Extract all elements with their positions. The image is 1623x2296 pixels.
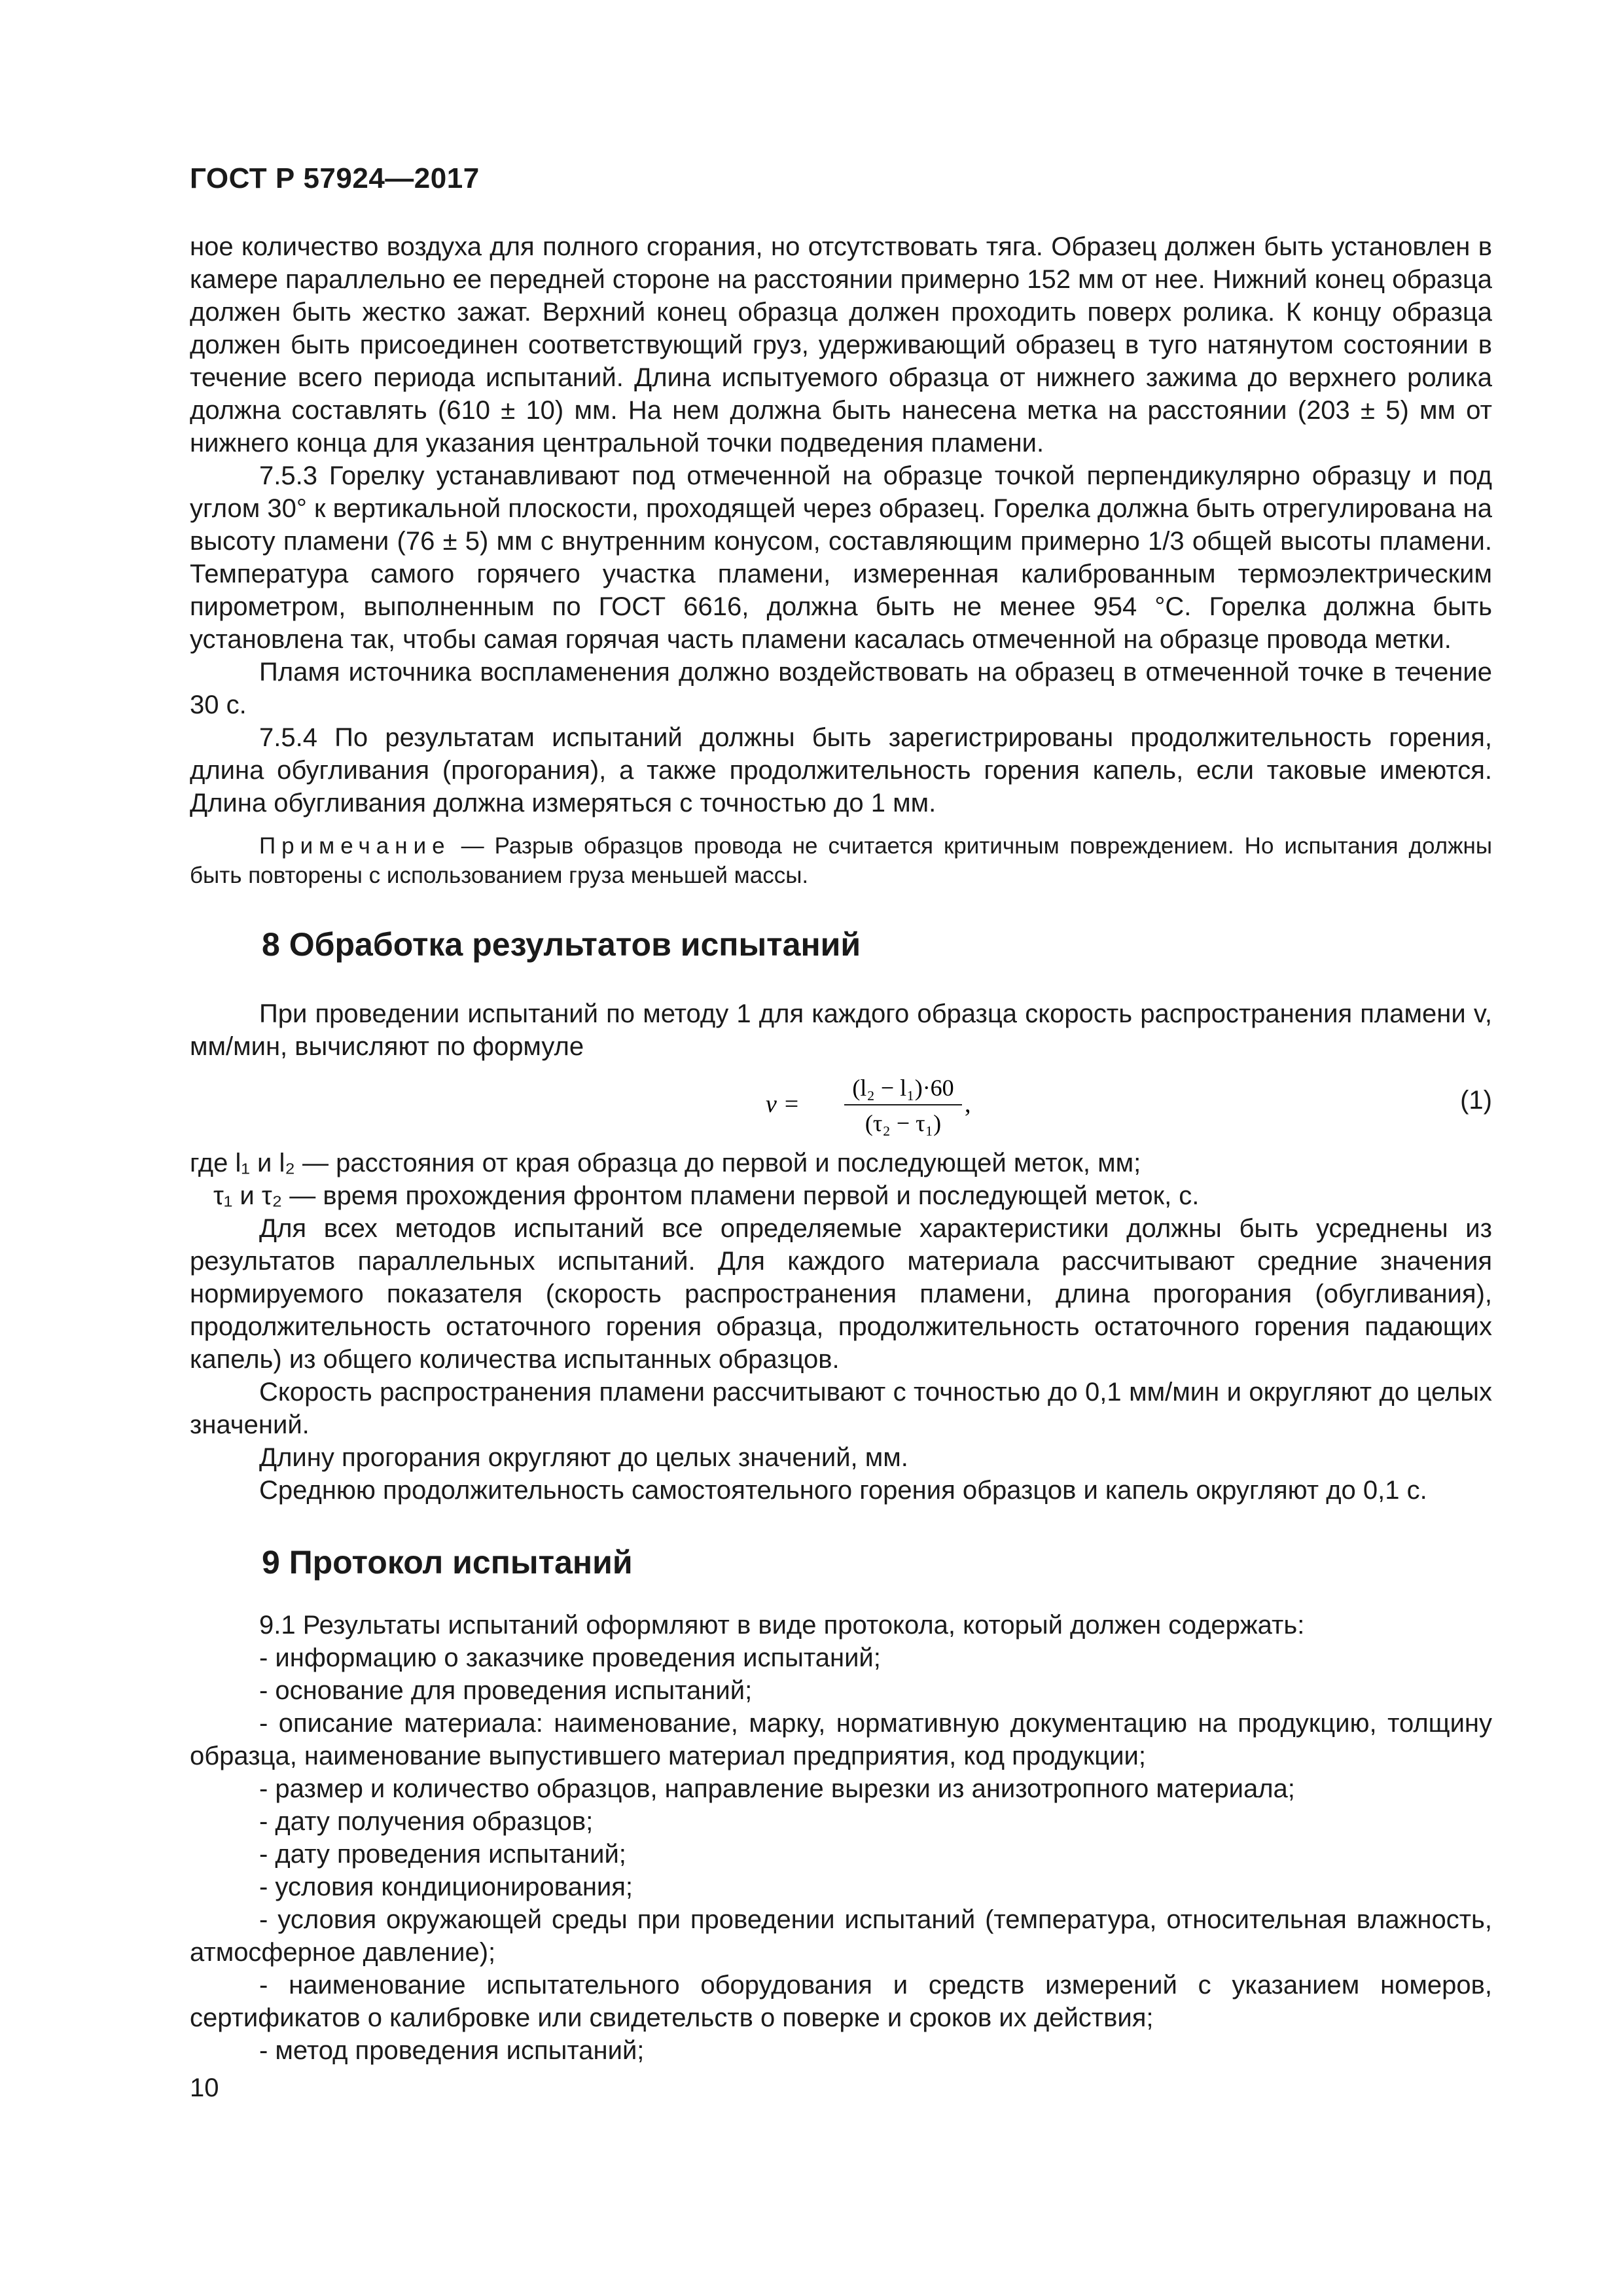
list-item: - размер и количество образцов, направление вырезки из анизотропного материала; bbox=[259, 1774, 1295, 1803]
list-item: - информацию о заказчике проведения испытаний; bbox=[259, 1643, 881, 1672]
list-item: - условия кондиционирования; bbox=[259, 1873, 633, 1901]
paragraph-7-5-4: 7.5.4 По результатам испытаний должны быть зарегистрированы продолжительность горения, длина обугливания (прогорания), а также продолжительность горения капель, если таковые имеются. Длина обугливания должна измеряться с точностью до 1 мм. bbox=[190, 723, 1492, 817]
list-item: - условия окружающей среды при проведении испытаний (температура, относительная влажность, атмосферное давление); bbox=[190, 1905, 1492, 1967]
section-9-title: 9 Протокол испытаний bbox=[262, 1544, 633, 1581]
paragraph-7-5-3: 7.5.3 Горелку устанавливают под отмеченной на образце точкой перпендикулярно образцу и под углом 30° к вертикальной плоскости, проходящей через образец. Горелка должна быть отрегулирована на высоту пламени (76 ± 5) мм с внутренним конусом, составляющим примерно 1/3 общей высоты пламени. Температура самого горячего участка пламени, измеренная калиброванным термоэлектрическим пирометром, выполненным по ГОСТ 6616, должна быть не менее 954 °С. Горелка должна быть установлена так, чтобы самая горячая часть пламени касалась отмеченной на образце провода метки. bbox=[190, 461, 1492, 654]
paragraph-flame: Пламя источника воспламенения должно воздействовать на образец в отмеченной точке в течение 30 с. bbox=[190, 658, 1492, 719]
section-8-title: 8 Обработка результатов испытаний bbox=[262, 926, 861, 963]
page-content bbox=[190, 230, 1492, 2067]
formula-denominator: (τ₂ − τ₁) bbox=[865, 1110, 942, 1136]
definition-l: где l₁ и l₂ — расстояния от края образца до первой и последующей меток, мм; bbox=[190, 1149, 1141, 1177]
list-item: - основание для проведения испытаний; bbox=[259, 1676, 753, 1705]
section-8-paragraph-1: При проведении испытаний по методу 1 для каждого образца скорость распространения пламени v, мм/мин, вычисляют по формуле bbox=[190, 999, 1492, 1061]
formula-lhs: v = bbox=[766, 1090, 800, 1118]
page-number: 10 bbox=[190, 2073, 219, 2102]
standard-header: ГОСТ Р 57924—2017 bbox=[190, 162, 480, 194]
formula-1 bbox=[190, 1071, 1492, 1140]
definition-tau: τ₁ и τ₂ — время прохождения фронтом пламени первой и последующей меток, с. bbox=[213, 1181, 1200, 1210]
list-item: - наименование испытательного оборудования и средств измерений с указанием номеров, сертификатов о калибровке или свидетельств о поверке и сроков их действия; bbox=[190, 1971, 1492, 2032]
list-item: - дату получения образцов; bbox=[259, 1807, 594, 1836]
list-item: - метод проведения испытаний; bbox=[259, 2036, 645, 2065]
section-9-paragraph-1: 9.1 Результаты испытаний оформляют в виде протокола, который должен содержать: bbox=[259, 1611, 1305, 1640]
list-item: - описание материала: наименование, марку, нормативную документацию на продукцию, толщину образца, наименование выпустившего материал предприятия, код продукции; bbox=[190, 1709, 1492, 1770]
formula-expression bbox=[766, 1071, 1001, 1140]
formula-numerator: (l₂ − l₁)·60 bbox=[852, 1075, 954, 1101]
section-8-paragraph-4: Длину прогорания округляют до целых значений, мм. bbox=[259, 1443, 908, 1472]
formula-number: (1) bbox=[1460, 1086, 1492, 1115]
section-8-paragraph-2: Для всех методов испытаний все определяемые характеристики должны быть усреднены из результатов параллельных испытаний. Для каждого материала рассчитывают средние значения нормируемого показателя (скорость распространения пламени, длина прогорания (обугливания), продолжительность остаточного горения образца, продолжительность остаточного горения падающих капель) из общего количества испытанных образцов. bbox=[190, 1214, 1492, 1374]
section-8-paragraph-5: Среднюю продолжительность самостоятельного горения образцов и капель округляют до 0,1 с. bbox=[259, 1476, 1427, 1505]
note-text: — Разрыв образцов провода не считается критичным повреждением. Но испытания должны быть повторены с использованием груза меньшей массы. bbox=[190, 833, 1492, 888]
note-label: Примечание bbox=[259, 833, 451, 859]
section-8-paragraph-3: Скорость распространения пламени рассчитывают с точностью до 0,1 мм/мин и округляют до целых значений. bbox=[190, 1378, 1492, 1439]
paragraph-intro: ное количество воздуха для полного сгорания, но отсутствовать тяга. Образец должен быть установлен в камере параллельно ее передней стороне на расстоянии примерно 152 мм от нее. Нижний конец образца должен быть жестко зажат. Верхний конец образца должен проходить поверх ролика. К концу образца должен быть присоединен соответствующий груз, удерживающий образец в туго натянутом состоянии в течение всего периода испытаний. Длина испытуемого образца от нижнего зажима до верхнего ролика должна составлять (610 ± 10) мм. На нем должна быть нанесена метка на расстоянии (203 ± 5) мм от нижнего конца для указания центральной точки подведения пламени. bbox=[190, 232, 1492, 457]
note bbox=[190, 831, 1492, 890]
formula-comma: , bbox=[965, 1090, 971, 1118]
list-item: - дату проведения испытаний; bbox=[259, 1840, 626, 1869]
